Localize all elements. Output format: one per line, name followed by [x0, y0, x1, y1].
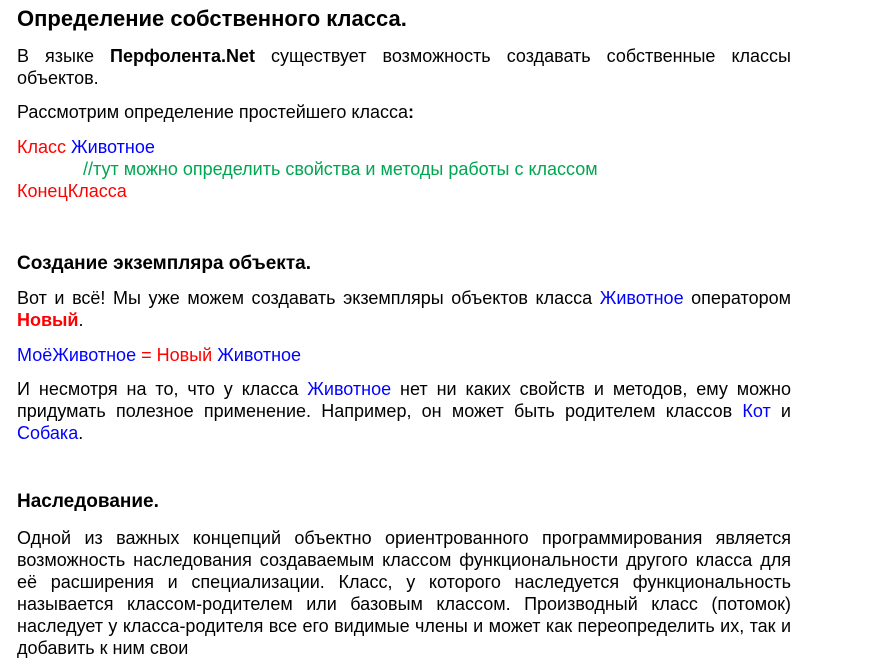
code-variable: МоёЖивотное [17, 345, 137, 365]
consider-text: Рассмотрим определение простейшего класса [17, 102, 409, 122]
p2-pre: И несмотря на то, что у класса [17, 379, 308, 399]
consider-colon: : [408, 102, 415, 122]
keyword-class: Класс [17, 137, 66, 157]
instance-paragraph [17, 287, 791, 331]
p1-pre: Вот и всё! Мы уже можем создавать экземпляры объектов класса [17, 288, 600, 308]
language-name: Перфолента.Net [110, 46, 255, 66]
code-equals: = [136, 345, 157, 365]
p1-operator: Новый [17, 310, 79, 330]
p2-end: . [78, 423, 84, 443]
p1-end: . [78, 310, 84, 330]
intro-pre: В языке [17, 46, 111, 66]
code-class-line [17, 136, 155, 158]
intro-post: существует возможность создавать собственные классы объектов. [17, 46, 791, 88]
class-name: Животное [71, 137, 155, 157]
usage-paragraph [17, 378, 791, 444]
inheritance-paragraph: Одной из важных концепций объектно ориентрованного программирования является возможность наследования создаваемым классом функциональности другого класса для её расширения и специализации. Класс, у которого наследуется функциональность называется классом-родителем или базовым классом. Производный класс (потомок) наследует у класса-родителя все его видимые члены и может как переопределить их, так и добавить к ним свои [17, 528, 791, 658]
intro-paragraph [17, 45, 791, 89]
code-comment: //тут можно определить свойства и методы работы с классом [83, 159, 598, 179]
keyword-end-class: КонецКласса [17, 181, 127, 201]
p2-class: Животное [307, 379, 392, 399]
page-title: Определение собственного класса. [17, 6, 407, 31]
p2-and: и [770, 401, 791, 421]
code-instance-line [17, 344, 301, 366]
code-new: Новый [156, 345, 213, 365]
p1-class: Животное [599, 288, 684, 308]
p1-mid: оператором [683, 288, 791, 308]
p2-cat: Кот [742, 401, 771, 421]
section-heading-instance: Создание экземпляра объекта. [17, 253, 311, 274]
p2-dog: Собака [17, 423, 79, 443]
section-heading-inheritance: Наследование. [17, 491, 159, 512]
p2-mid: нет ни каких свойств и методов, ему можно придумать полезное применение. Например, он может быть родителем классов [17, 379, 791, 421]
code-class: Животное [217, 345, 302, 365]
consider-paragraph [17, 101, 414, 123]
